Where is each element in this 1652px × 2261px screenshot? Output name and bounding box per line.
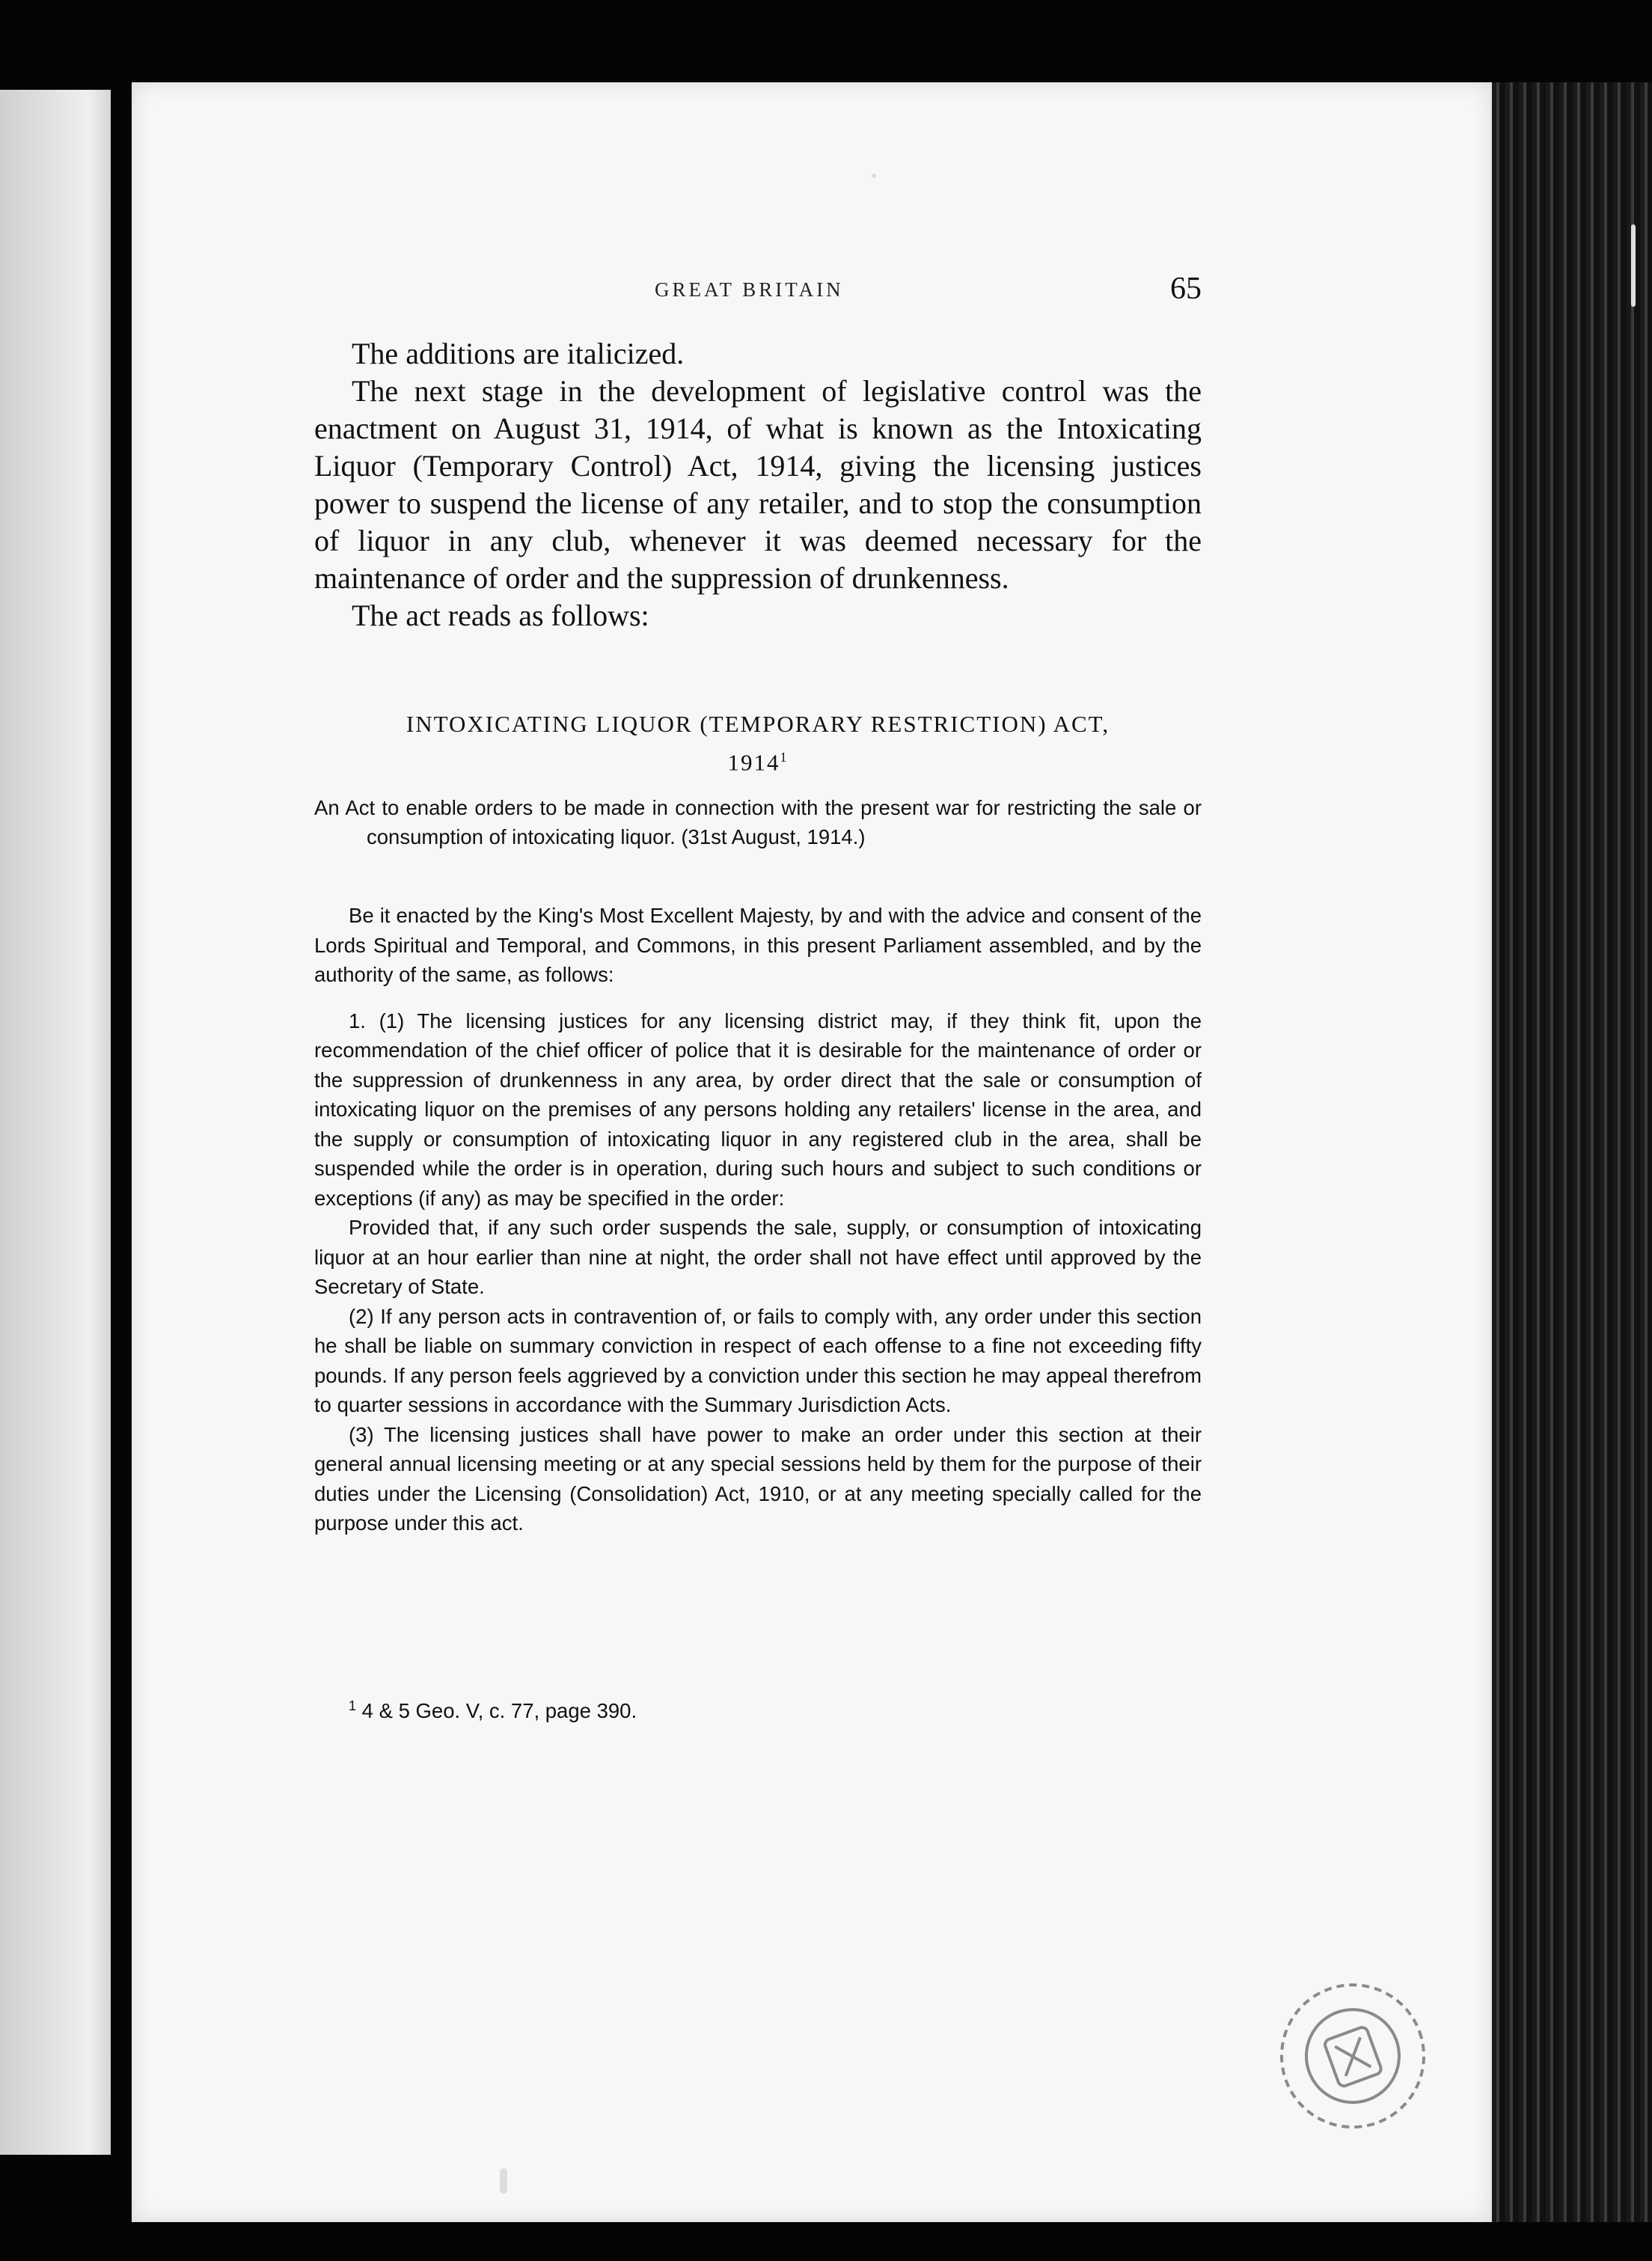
enacting-clause: Be it enacted by the King's Most Excellent Majesty, by and with the advice and consent of the Lords Spiritual and Temporal, and Commons, in this present Parliament assembled, and by the authority of the same, as follows: [314,904,1202,986]
footnote [314,1698,1202,1723]
scan-speck [872,174,876,178]
act-body [314,901,1202,1538]
paragraph-act-reads: The act reads as follows: [352,599,649,632]
act-title-line-2 [314,741,1202,779]
act-heading [314,708,1202,779]
paragraph-next-stage: The next stage in the development of legislative control was the enactment on August 31, 1914, of what is known as the Intoxicating Liquor (Temporary Control) Act, 1914, giving the licensing justices power to suspend the license of any retailer, and to stop the consumption of liquor in any club, whenever it was deemed necessary for the maintenance of order and the suppression of drunkenness. [314,374,1202,595]
running-head-title: GREAT BRITAIN [655,278,844,301]
library-stamp [1255,1966,1450,2146]
subsection-3: (3) The licensing justices shall have power to make an order under this section at their general annual licensing meeting or at any special sessions held by them for the purpose of their duties under the Licensing (Consolidation) Act, 1910, or at any meeting specially called for the purpose under this act. [314,1422,1202,1535]
running-head [314,271,1202,316]
act-title-line-1: INTOXICATING LIQUOR (TEMPORARY RESTRICTION) ACT, [406,711,1110,737]
section-1: 1. (1) The licensing justices for any licensing district may, if they think fit, upon the recommendation of the chief officer of police that it is desirable for the maintenance of order or the suppression of drunkenness in any area, by order direct that the sale or consumption of intoxicating liquor on the premises of any persons holding any retailers' license in the area, and the supply or consumption of intoxicating liquor in any registered club in the area, shall be suspended while the order is in operation, during such hours and subject to such conditions or exceptions (if any) as may be specified in the order: [314,1009,1202,1210]
subsection-2: (2) If any person acts in contravention of, or fails to comply with, any order under this section he shall be liable on summary conviction in respect of each offense to a fine not exceeding fifty pounds. If any person feels aggrieved by a conviction under this section he may appeal therefrom to quarter sessions in accordance with the Summary Jurisdiction Acts. [314,1304,1202,1416]
proviso: Provided that, if any such order suspends the sale, supply, or consumption of intoxicating liquor at an hour earlier than nine at night, the order shall not have effect until approved by the Secretary of State. [314,1216,1202,1298]
paragraph-additions: The additions are italicized. [352,337,685,370]
right-page-edges [1492,82,1652,2222]
act-preamble [314,793,1202,851]
scan-speck [1631,224,1636,307]
left-page-edge [0,90,111,2155]
preamble-text: An Act to enable orders to be made in connection with the present war for restricting the sale or consumption of intoxicating liquor. (31st August, 1914.) [314,796,1202,848]
footnote-line [314,1698,1202,1723]
scan-speck [500,2168,507,2194]
footnote-mark: 1 [349,1698,357,1713]
act-year: 1914 [727,749,780,776]
intro-text [314,335,1202,634]
page-number: 65 [1170,272,1202,306]
footnote-text: 4 & 5 Geo. V, c. 77, page 390. [361,1699,637,1723]
footnote-reference: 1 [780,750,789,765]
